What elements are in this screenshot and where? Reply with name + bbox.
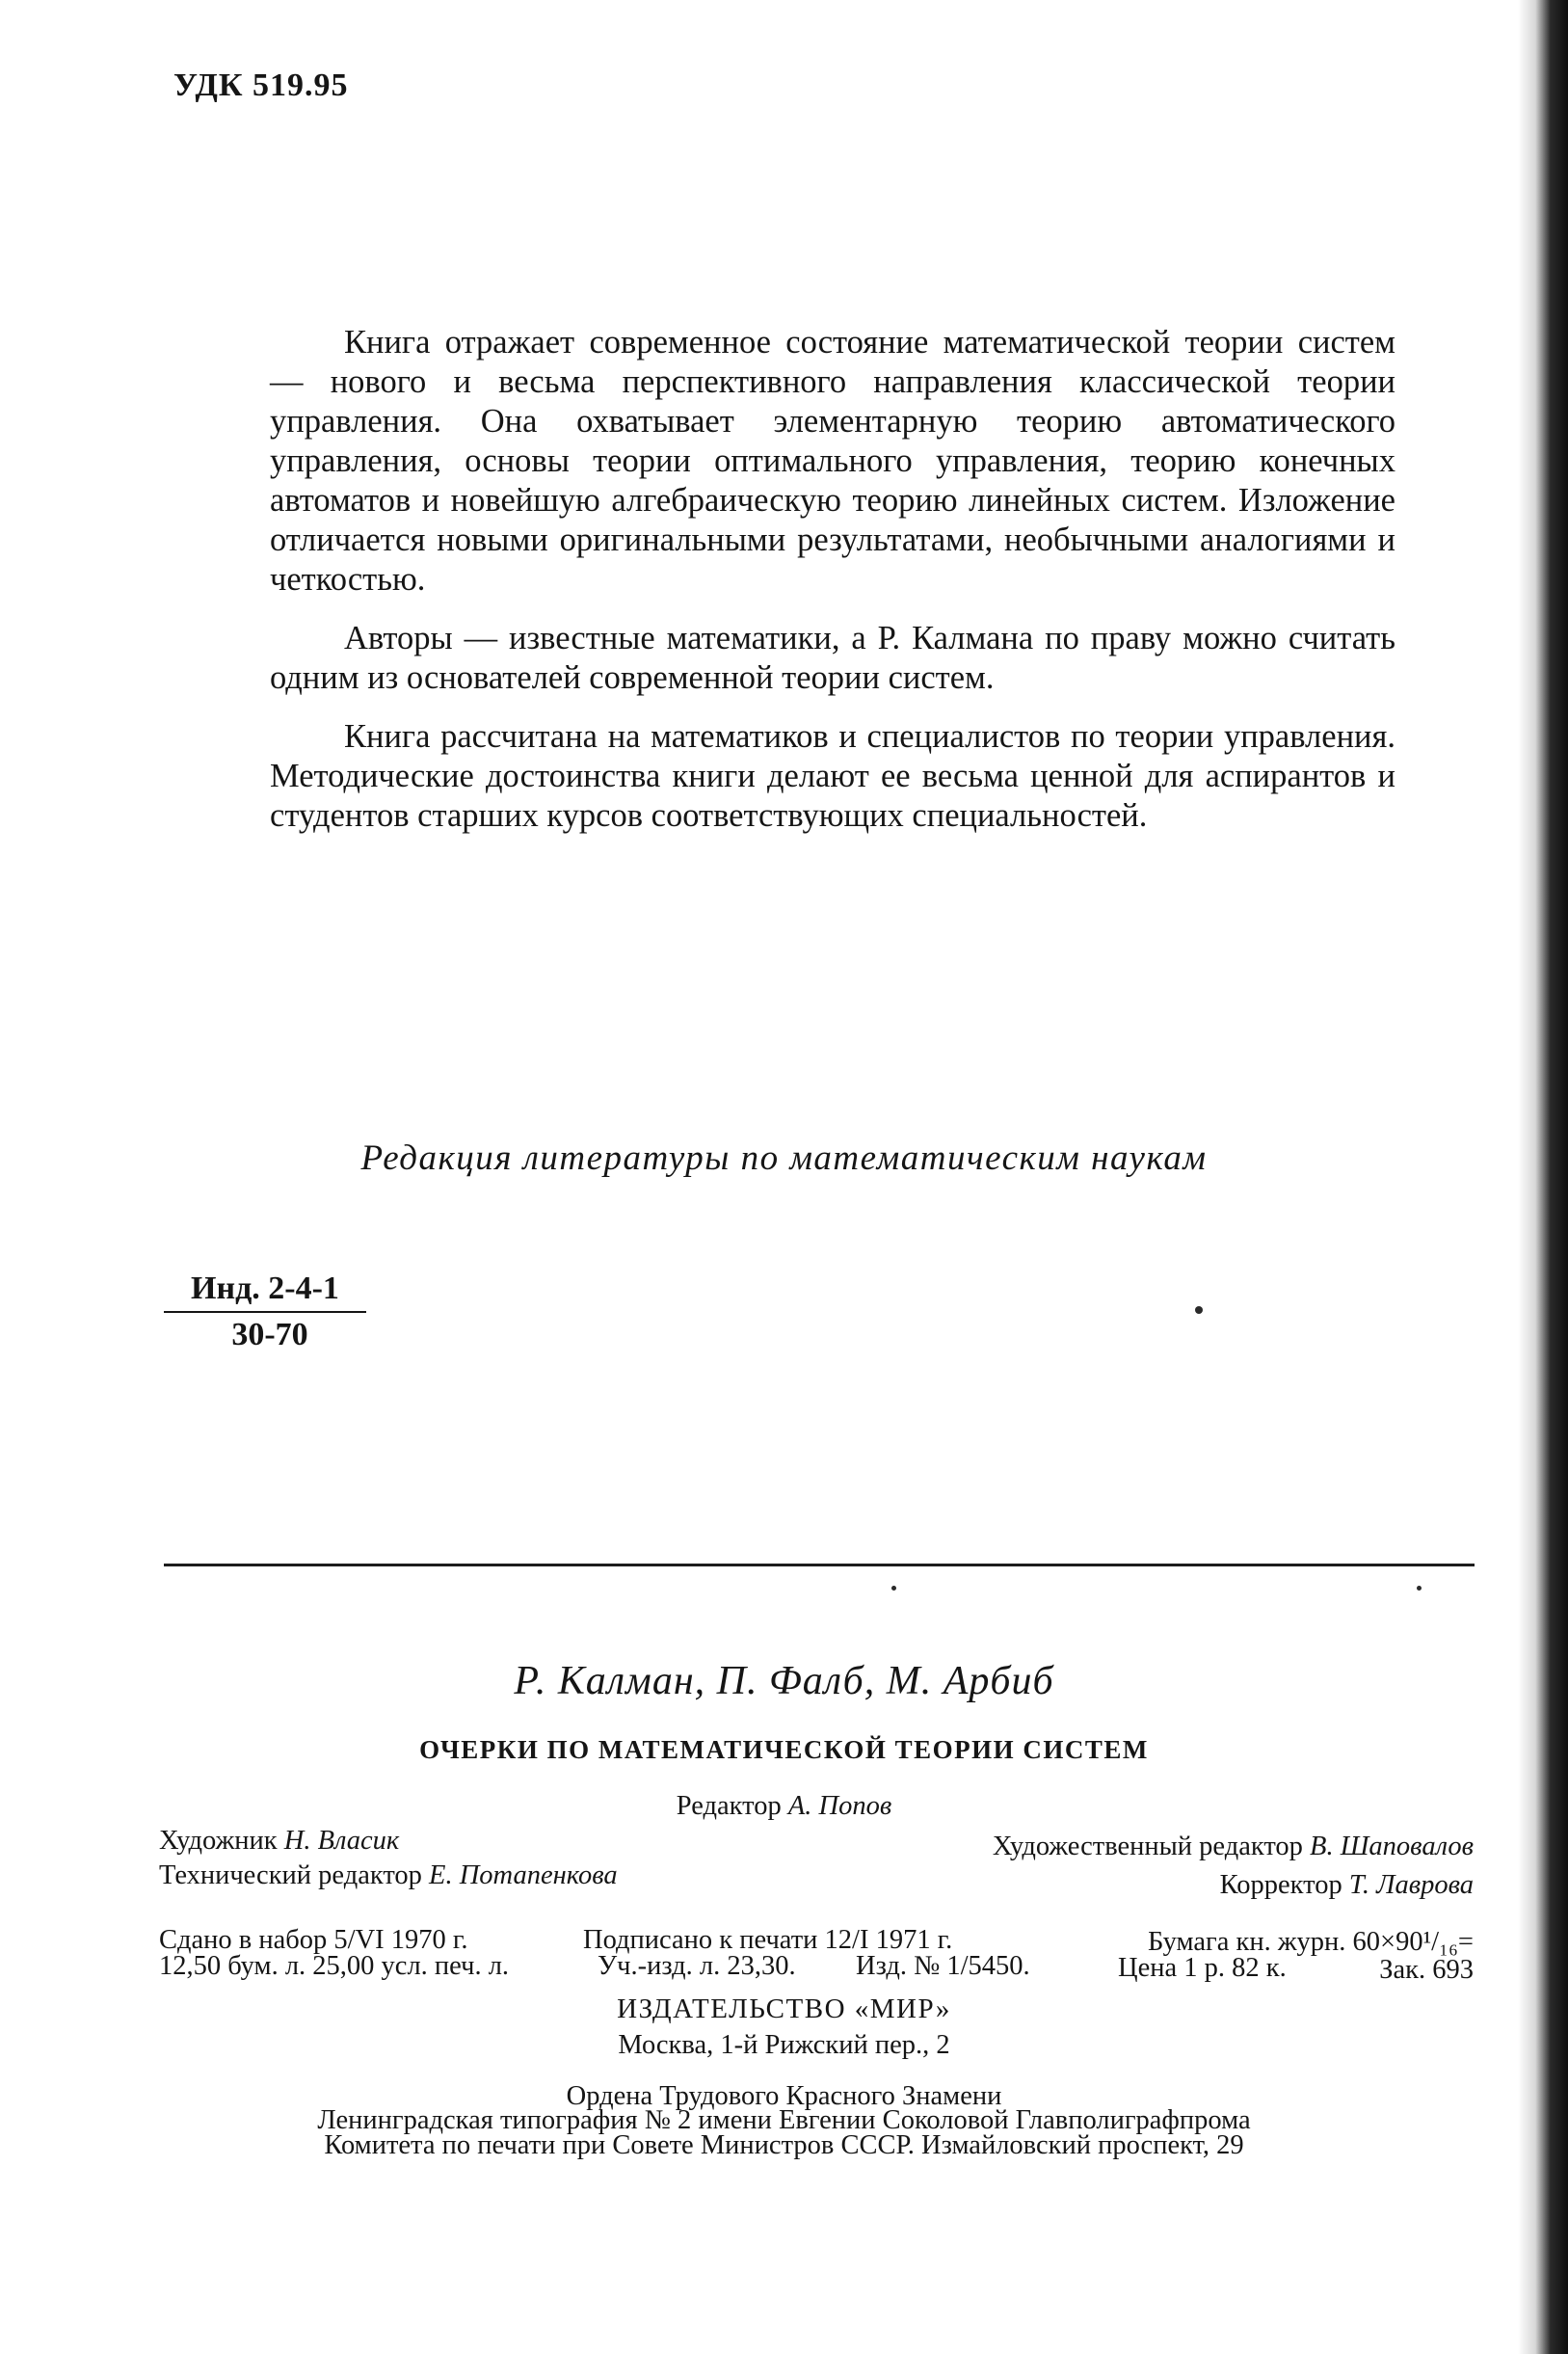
print-speck [1417, 1586, 1422, 1591]
tech-editor-name: Е. Потапенкова [429, 1860, 618, 1890]
edition-number: Изд. № 1/5450. [856, 1951, 1030, 1981]
udk-code: УДК 519.95 [173, 67, 349, 103]
printer-line-2: Ленинградская типография № 2 имени Евгении Соколовой Главполиграфпрома [317, 2105, 1251, 2135]
separator-rule [164, 1564, 1475, 1566]
abstract [270, 323, 1395, 855]
art-editor-label: Художественный редактор [992, 1832, 1303, 1861]
artist-line [159, 1824, 399, 1859]
corrector-name: Т. Лаврова [1348, 1870, 1474, 1900]
artist-label: Художник [159, 1826, 278, 1856]
order-number: Зак. 693 [1379, 1955, 1474, 1985]
art-editor-name: В. Шаповалов [1310, 1832, 1474, 1861]
corrector-line [1220, 1868, 1474, 1903]
artist-name: Н. Власик [283, 1826, 400, 1856]
art-editor-line [993, 1830, 1474, 1864]
publisher-address: Москва, 1-й Рижский пер., 2 [618, 2030, 950, 2060]
print-speck [891, 1586, 896, 1591]
imprint-title: ОЧЕРКИ ПО МАТЕМАТИЧЕСКОЙ ТЕОРИИ СИСТЕМ [419, 1735, 1149, 1764]
tech-editor-label: Технический редактор [159, 1860, 422, 1890]
paper-format: Бумага кн. журн. 60×90¹/₁₆= [1147, 1927, 1474, 1957]
tech-editor-line [159, 1859, 618, 1893]
editorial-office: Редакция литературы по математическим наукам [360, 1138, 1208, 1178]
signed-date: Подписано к печати 12/I 1971 г. [583, 1925, 953, 1955]
typeset-date: Сдано в набор 5/VI 1970 г. [159, 1925, 468, 1955]
editor-name: А. Попов [787, 1791, 892, 1821]
price: Цена 1 р. 82 к. [1118, 1953, 1287, 1983]
abstract-paragraph-2: Авторы — известные математики, а Р. Калмана по праву можно считать одним из основателей современной теории систем. [270, 620, 1395, 696]
abstract-paragraph-1: Книга отражает современное состояние математической теории систем — нового и весьма перспективного направления классической теории управления. Она охватывает элементарную теорию автоматического управления, основы теории оптимального управления, теорию конечных автоматов и новейшую алгебраическую теорию линейных систем. Изложение отличается новыми оригинальными результатами, необычными аналогиями и четкостью. [270, 324, 1395, 598]
index-code-bottom: 30-70 [231, 1317, 308, 1352]
printer-line-3: Комитета по печати при Совете Министров СССР. Измайловский проспект, 29 [324, 2130, 1244, 2160]
editor-label: Редактор [676, 1791, 782, 1821]
printer-line-1: Ордена Трудового Красного Знамени [566, 2081, 1002, 2111]
print-speck [1195, 1306, 1203, 1314]
scan-edge-shadow [1518, 0, 1568, 2354]
imprint-authors: Р. Калман, П. Фалб, М. Арбиб [514, 1659, 1054, 1703]
editor-line [0, 1789, 1568, 1824]
abstract-paragraph-3: Книга рассчитана на математиков и специалистов по теории управления. Методические достоинства книги делают ее весьма ценной для аспирантов и студентов старших курсов соответствующих специальностей. [270, 718, 1395, 834]
publisher-sheets: Уч.-изд. л. 23,30. [598, 1951, 796, 1981]
sheet-volume: 12,50 бум. л. 25,00 усл. печ. л. [159, 1951, 510, 1981]
corrector-label: Корректор [1219, 1870, 1342, 1900]
publisher-name: ИЗДАТЕЛЬСТВО «МИР» [617, 1993, 951, 2024]
index-code-top: Инд. 2-4-1 [164, 1271, 366, 1313]
index-code [164, 1271, 366, 1353]
